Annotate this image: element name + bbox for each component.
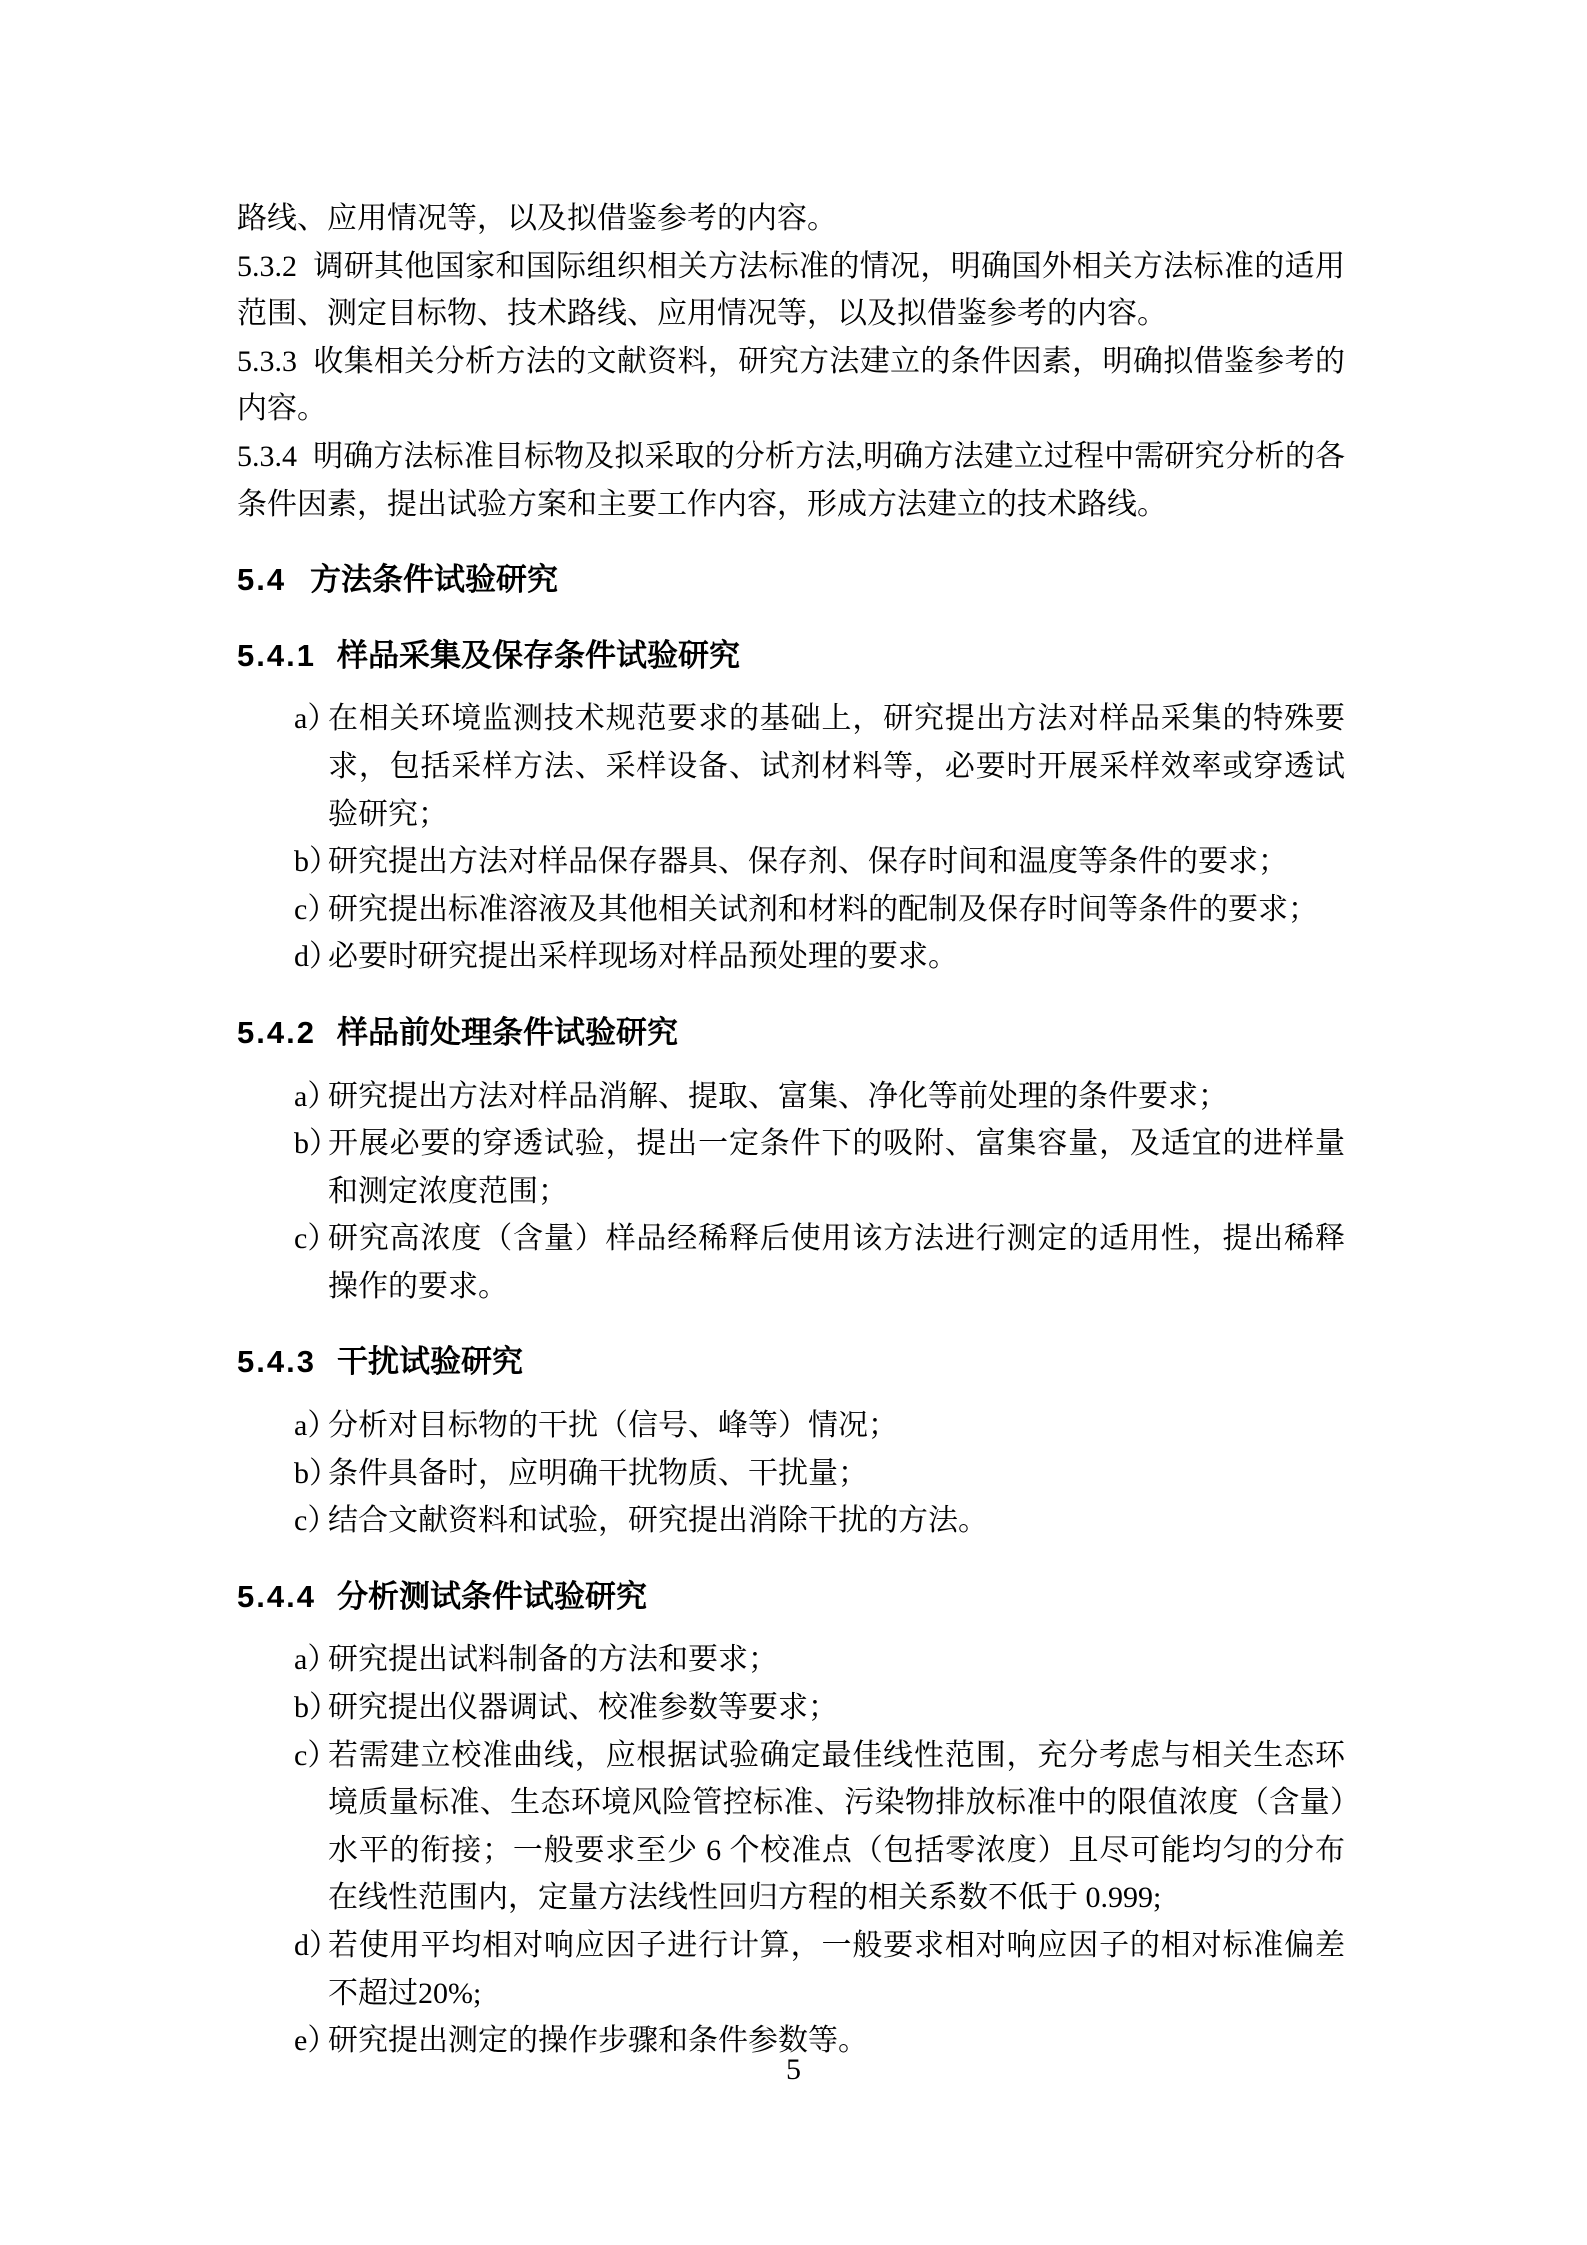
clause-text: 调研其他国家和国际组织相关方法标准的情况，明确国外相关方法标准的适用范围、测定目标物、技术路线、应用情况等，以及拟借鉴参考的内容。 bbox=[237, 249, 1345, 331]
clause-text: 收集相关分析方法的文献资料，研究方法建立的条件因素，明确拟借鉴参考的内容。 bbox=[237, 344, 1345, 426]
list-item-text: 研究高浓度（含量）样品经稀释后使用该方法进行测定的适用性，提出稀释操作的要求。 bbox=[328, 1222, 1345, 1303]
page-number: 5 bbox=[786, 2053, 801, 2086]
list-marker: b） bbox=[294, 1691, 339, 1725]
clause-paragraph-5-3-4 bbox=[237, 433, 1345, 528]
continuation-paragraph bbox=[237, 195, 1345, 243]
section-title: 样品前处理条件试验研究 bbox=[337, 1014, 678, 1050]
section-title: 方法条件试验研究 bbox=[310, 562, 558, 598]
section-number: 5.4 bbox=[237, 562, 287, 598]
list-marker: b） bbox=[294, 1127, 339, 1161]
clause-number: 5.3.4 bbox=[237, 439, 297, 473]
list-marker: a） bbox=[294, 1409, 338, 1443]
list-item-text: 研究提出方法对样品保存器具、保存剂、保存时间和温度等条件的要求； bbox=[328, 845, 1288, 879]
section-title: 样品采集及保存条件试验研究 bbox=[337, 637, 740, 673]
list-item bbox=[237, 838, 1345, 886]
list-item bbox=[237, 1684, 1345, 1732]
list-marker: c） bbox=[294, 1222, 338, 1256]
list-item bbox=[237, 1732, 1345, 1922]
list-marker: d） bbox=[294, 940, 339, 974]
section-title: 干扰试验研究 bbox=[337, 1344, 523, 1380]
clause-text: 明确方法标准目标物及拟采取的分析方法,明确方法建立过程中需研究分析的各条件因素，提出试验方案和主要工作内容，形成方法建立的技术路线。 bbox=[237, 439, 1345, 521]
list-item bbox=[237, 886, 1345, 934]
list-item bbox=[237, 1922, 1345, 2017]
list-marker: b） bbox=[294, 1456, 339, 1490]
section-heading-5-4-1 bbox=[237, 632, 1345, 680]
text-block bbox=[237, 195, 1345, 2065]
section-number: 5.4.4 bbox=[237, 1578, 316, 1614]
list-item bbox=[237, 1450, 1345, 1498]
section-number: 5.4.2 bbox=[237, 1014, 316, 1050]
list-item-text: 研究提出测定的操作步骤和条件参数等。 bbox=[328, 2024, 868, 2058]
section-heading-5-4-4 bbox=[237, 1573, 1345, 1621]
list-marker: c） bbox=[294, 1738, 338, 1772]
clause-number: 5.3.2 bbox=[237, 249, 297, 283]
list-item bbox=[237, 1215, 1345, 1310]
list-marker: c） bbox=[294, 892, 338, 926]
list-item bbox=[237, 695, 1345, 838]
section-heading-5-4-2 bbox=[237, 1009, 1345, 1057]
list-item-text: 条件具备时，应明确干扰物质、干扰量； bbox=[328, 1456, 868, 1490]
section-title: 分析测试条件试验研究 bbox=[337, 1578, 647, 1614]
list-marker: a） bbox=[294, 702, 338, 736]
list-item bbox=[237, 1120, 1345, 1215]
list-item bbox=[237, 933, 1345, 981]
list-item bbox=[237, 1497, 1345, 1545]
list-marker: d） bbox=[294, 1929, 339, 1962]
list-item-text: 开展必要的穿透试验，提出一定条件下的吸附、富集容量，及适宜的进样量和测定浓度范围； bbox=[328, 1127, 1345, 1208]
list-item-text: 结合文献资料和试验，研究提出消除干扰的方法。 bbox=[328, 1504, 988, 1538]
list-item-text: 分析对目标物的干扰（信号、峰等）情况； bbox=[328, 1409, 898, 1443]
list-item-text: 研究提出标准溶液及其他相关试剂和材料的配制及保存时间等条件的要求； bbox=[328, 892, 1318, 926]
list-marker: a） bbox=[294, 1643, 338, 1677]
clause-number: 5.3.3 bbox=[237, 344, 297, 378]
list-item-text: 必要时研究提出采样现场对样品预处理的要求。 bbox=[328, 940, 958, 974]
list-item bbox=[237, 1636, 1345, 1684]
list-item-text: 在相关环境监测技术规范要求的基础上，研究提出方法对样品采集的特殊要求，包括采样方法、采样设备、试剂材料等，必要时开展采样效率或穿透试验研究； bbox=[328, 702, 1345, 831]
list-item-text: 若使用平均相对响应因子进行计算，一般要求相对响应因子的相对标准偏差不超过20%; bbox=[328, 1929, 1345, 2010]
list-item-text: 研究提出仪器调试、校准参数等要求； bbox=[328, 1691, 838, 1725]
section-heading-5-4 bbox=[237, 556, 1345, 604]
clause-paragraph-5-3-2 bbox=[237, 243, 1345, 338]
list-item bbox=[237, 1073, 1345, 1121]
list-item-text: 研究提出试料制备的方法和要求； bbox=[328, 1643, 778, 1677]
list-marker: b） bbox=[294, 845, 339, 879]
continuation-text: 路线、应用情况等，以及拟借鉴参考的内容。 bbox=[237, 202, 837, 235]
section-heading-5-4-3 bbox=[237, 1338, 1345, 1386]
section-number: 5.4.1 bbox=[237, 637, 316, 673]
list-marker: a） bbox=[294, 1079, 338, 1113]
list-item-text: 若需建立校准曲线，应根据试验确定最佳线性范围，充分考虑与相关生态环境质量标准、生态环境风险管控标准、污染物排放标准中的限值浓度（含量）水平的衔接；一般要求至少 6 个校准点（包括零浓度）且尽可能均匀的分布在线性范围内，定量方法线性回归方程的相关系数不低于 0.999; bbox=[328, 1738, 1345, 1915]
list-item-text: 研究提出方法对样品消解、提取、富集、净化等前处理的条件要求； bbox=[328, 1079, 1228, 1113]
clause-paragraph-5-3-3 bbox=[237, 338, 1345, 433]
section-number: 5.4.3 bbox=[237, 1344, 316, 1380]
list-item bbox=[237, 1402, 1345, 1450]
list-marker: c） bbox=[294, 1504, 338, 1538]
list-marker: e） bbox=[294, 2024, 338, 2058]
